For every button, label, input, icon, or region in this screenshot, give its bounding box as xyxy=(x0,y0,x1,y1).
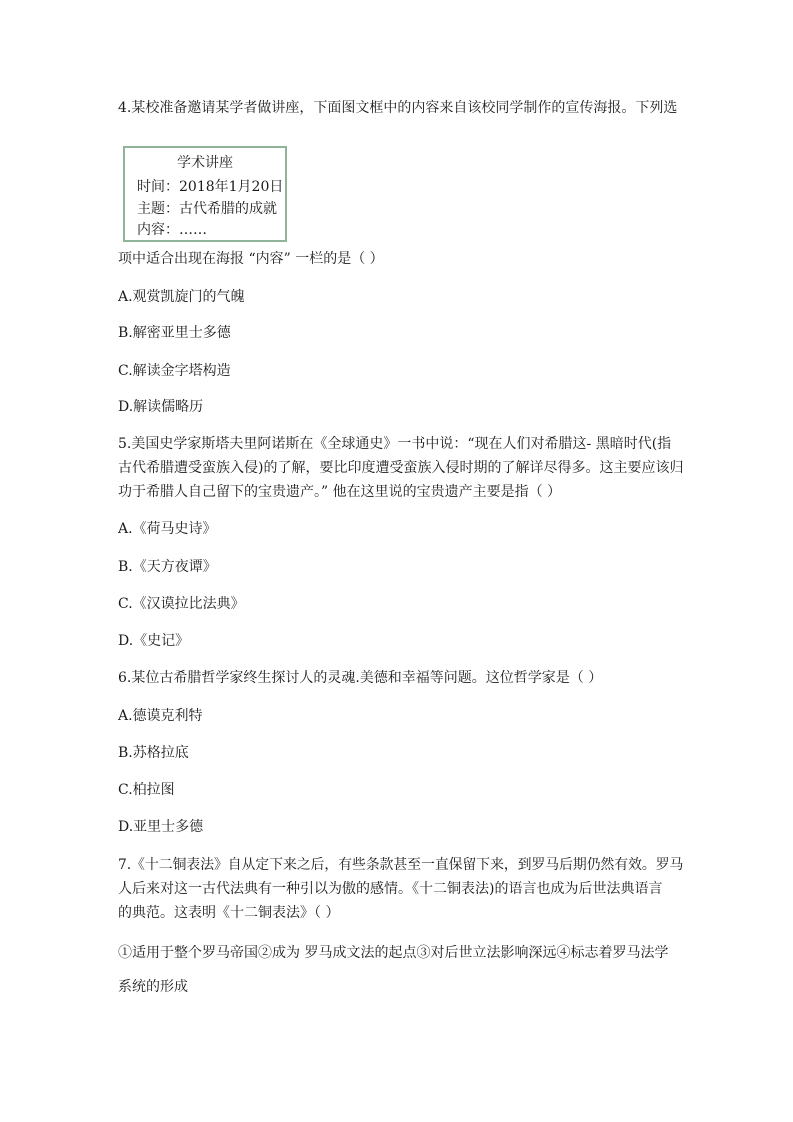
poster-time: 时间：2018年1月20日 xyxy=(137,179,284,195)
question-4-option-a: A.观赏凯旋门的气魄 xyxy=(118,289,245,305)
question-5-option-d: D.《史记》 xyxy=(118,633,190,649)
question-4-option-b: B.解密亚里士多德 xyxy=(118,325,231,341)
poster-theme: 主题：古代希腊的成就 xyxy=(137,201,277,217)
question-5-stem-line-1: 5.美国史学家斯塔夫里阿诺斯在《全球通史》一书中说：“现在人们对希腊这- 黑暗时代(指 xyxy=(118,436,672,452)
question-7-choices-line-1: ①适用于整个罗马帝国②成为 罗马成文法的起点③对后世立法影响深远④标志着罗马法学 xyxy=(118,945,669,961)
question-7-stem-line-1: 7.《十二铜表法》自从定下来之后，有些条款甚至一直保留下来，到罗马后期仍然有效。罗马 xyxy=(118,857,684,873)
question-5-stem-line-2: 古代希腊遭受蛮族入侵)的了解，要比印度遭受蛮族入侵时期的了解详尽得多。这主要应该归 xyxy=(118,460,684,476)
question-6-option-d: D.亚里士多德 xyxy=(118,819,204,835)
question-7-choices-line-2: 系统的形成 xyxy=(118,979,188,995)
question-6-option-a: A.德谟克利特 xyxy=(118,708,203,724)
question-5-option-a: A.《荷马史诗》 xyxy=(118,521,217,537)
poster-image xyxy=(123,146,287,242)
question-6-stem: 6.某位古希腊哲学家终生探讨人的灵魂.美德和幸福等问题。这位哲学家是（ ） xyxy=(118,670,603,686)
question-4-option-d: D.解读儒略历 xyxy=(118,399,204,415)
question-7-stem-line-2: 人后来对这一古代法典有一种引以为傲的感情。《十二铜表法)的语言也成为后世法典语言 xyxy=(118,881,663,897)
question-4-stem: 4.某校准备邀请某学者做讲座，下面图文框中的内容来自该校同学制作的宣传海报。下列选 xyxy=(118,100,678,116)
question-7-stem-line-3: 的典范。这表明《十二铜表法》（ ） xyxy=(118,905,340,921)
poster-title: 学术讲座 xyxy=(177,155,233,171)
question-5-option-b: B.《天方夜谭》 xyxy=(118,559,217,575)
poster-content: 内容：…… xyxy=(137,222,207,238)
question-5-stem-line-3: 功于希腊人自己留下的宝贵遗产。” 他在这里说的宝贵遗产主要是指（ ） xyxy=(118,484,562,500)
question-6-option-b: B.苏格拉底 xyxy=(118,745,189,761)
question-6-option-c: C.柏拉图 xyxy=(118,782,175,798)
question-5-option-c: C.《汉谟拉比法典》 xyxy=(118,596,245,612)
question-4-option-c: C.解读金字塔构造 xyxy=(118,363,231,379)
question-4-stem-continued: 项中适合出现在海报 “内容” 一栏的是（ ） xyxy=(118,251,384,267)
